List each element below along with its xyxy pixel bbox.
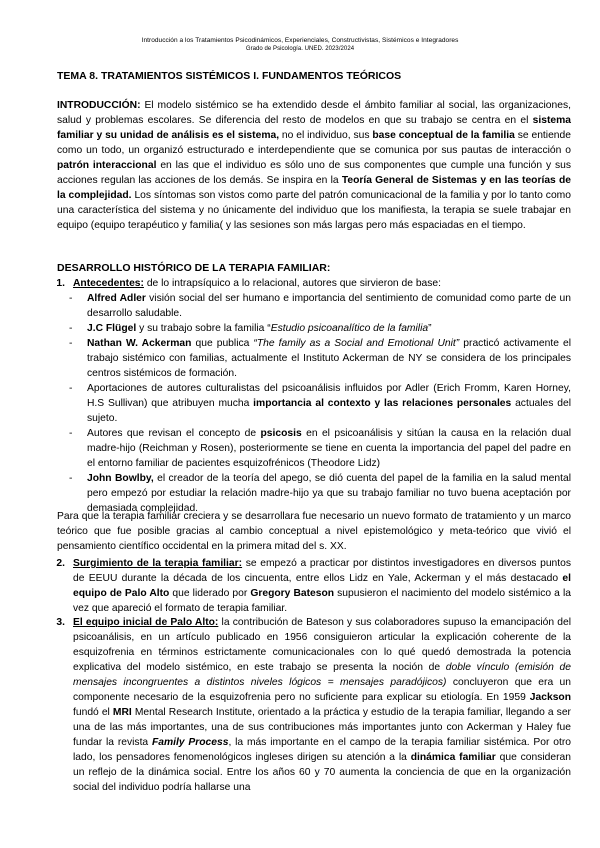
list-text: que liderado por xyxy=(169,588,251,599)
intro-paragraph xyxy=(57,98,571,233)
dash-icon: - xyxy=(69,338,73,349)
bullet-italic: Estudio psicoanalítico de la familia xyxy=(270,323,429,334)
bullet-bold: Nathan W. Ackerman xyxy=(87,338,192,349)
list-bold: dinámica familiar xyxy=(410,752,496,763)
bullet-text: visión social del ser humano e importancia del sentimiento de comunidad como parte de un desarrollo saludable. xyxy=(87,293,571,319)
list-text: se empezó a practicar por distintos investigadores en diversos puntos de EEUU durante la década de los cincuenta, entre ellos Lidz en Yale, Ackerman y el más destacado xyxy=(73,558,572,584)
list-text: supusieron el nacimiento del modelo sistémico a la vez que apareció el formato de terapia familiar. xyxy=(73,588,571,614)
bullet-text: en el psicoanálisis y sitúan la causa en la relación dual madre-hijo (Reichman y Rosen), posteriormente se tiene en cuenta la importancia del papel del padre en el entorno familiar de pacientes esquizofrénicos (Theodore Lidz) xyxy=(87,428,571,469)
bullet-item xyxy=(69,381,571,426)
list-text: que consideran un reflejo de la dinámica social. Entre los años 60 y 70 aumenta la conciencia de que en la organización social del individuo podría hallarse una xyxy=(73,752,571,793)
intro-text: en las que el individuo es sólo uno de sus componentes que cumple una función y sus acciones regulan las acciones de los demás. Se inspira en la xyxy=(57,160,571,186)
dash-icon: - xyxy=(69,383,73,394)
section-title: DESARROLLO HISTÓRICO DE LA TERAPIA FAMILIAR: xyxy=(57,262,331,274)
list-italic: doble vínculo (emisión de mensajes incongruentes a distintos niveles lógicos = mensajes paradójicos) xyxy=(73,662,571,688)
bullet-bold: psicosis xyxy=(260,428,302,439)
bullet-bold: importancia al contexto y las relaciones personales xyxy=(253,398,512,409)
list-text: , la más importante en el campo de la terapia familiar sistémica. Por otro lado, los pensadores fenomenológicos ingleses dirigen su atención a la xyxy=(73,737,571,763)
list-text: concluyeron que era un componente necesario de la esquizofrenia pero no suficiente para explicar su etiología. En 1959 xyxy=(73,677,571,703)
bullet-text: ” xyxy=(428,323,432,334)
dash-icon: - xyxy=(69,473,73,484)
bullet-bold: John Bowlby, xyxy=(87,473,154,484)
list-number: 2. xyxy=(56,558,65,569)
intro-bold: Teoría General de Sistemas y en las teorías de la complejidad. xyxy=(57,175,571,201)
list-bold: Gregory Bateson xyxy=(250,588,335,599)
intro-text: se entiende como un todo, un organizó estructurado e interdependiente que se comunica por sus pautas de interacción o xyxy=(57,130,571,156)
bullet-item xyxy=(69,291,571,321)
intro-bold: patrón interaccional xyxy=(57,160,157,171)
page-title: TEMA 8. TRATAMIENTOS SISTÉMICOS I. FUNDAMENTOS TEÓRICOS xyxy=(57,70,402,82)
bullet-italic: “The family as a Social and Emotional Unit” xyxy=(253,338,460,349)
intro-bold: sistema familiar y su unidad de análisis es el sistema, xyxy=(57,115,571,141)
bullet-text: y su trabajo sobre la familia “ xyxy=(136,323,271,334)
bullet-bold: J.C Flügel xyxy=(87,323,137,334)
page-header-course: Introducción a los Tratamientos Psicodinámicos, Experienciales, Constructivistas, Sistémicos e Integradores xyxy=(141,37,459,44)
dash-icon: - xyxy=(69,428,73,439)
intro-label: INTRODUCCIÓN: xyxy=(57,100,141,111)
bullet-item xyxy=(69,336,571,381)
list-text: fundó el xyxy=(73,707,113,718)
list-bold-italic: Family Process xyxy=(151,737,229,748)
list-bold: MRI xyxy=(112,707,132,718)
list-text: de lo intrapsíquico a lo relacional, autores que sirvieron de base: xyxy=(143,278,442,289)
bullet-item xyxy=(69,321,571,336)
bridge-paragraph: Para que la terapia familiar creciera y se desarrollara fue necesario un nuevo formato de tratamiento y un marco teórico que fue posible gracias al cambio conceptual a nivel epistemológico y meta-teórico que vivió el pensamiento científico occidental en la primera mitad del s. XX. xyxy=(57,511,571,552)
bullet-text: Aportaciones de autores culturalistas del psicoanálisis influidos por Adler (Erich Fromm, Karen Horney, H.S Sullivan) que atribuyen mucha xyxy=(87,383,571,409)
list-bold: el equipo de Palo Alto xyxy=(73,573,571,599)
list-label: Surgimiento de la terapia familiar: xyxy=(73,558,243,569)
bullet-text: el creador de la teoría del apego, se dió cuenta del papel de la familia en la salud mental pero empezó por estudiar la relación madre-hijo ya que su trabajo familiar no tuvo buena aceptación por demasiada complejidad. xyxy=(87,473,571,514)
list-number: 3. xyxy=(56,617,65,628)
page-header-degree: Grado de Psicología. UNED. 2023/2024 xyxy=(245,46,355,52)
bullet-text: Autores que revisan el concepto de xyxy=(87,428,261,439)
bullet-item xyxy=(69,426,571,471)
dash-icon: - xyxy=(69,323,73,334)
list-label: El equipo inicial de Palo Alto: xyxy=(73,617,219,628)
intro-text: no el individuo, sus xyxy=(279,130,373,141)
dash-icon: - xyxy=(69,293,73,304)
list-label: Antecedentes: xyxy=(73,278,144,289)
list-text: la contribución de Bateson y sus colaboradores supuso la emancipación del psicoanálisis, en un artículo publicado en 1956 consiguieron articular la explicación coherente de la esquizofrenia en términos estrictamente comunicacionales con lo qué quedó demostrada la potencia explicativa del modelo sistémico, en este trabajo se presenta la noción de xyxy=(73,617,571,673)
antecedentes-bullets xyxy=(69,291,571,516)
list-bold: Jackson xyxy=(529,692,571,703)
intro-bold: base conceptual de la familia xyxy=(372,130,515,141)
intro-text: Los síntomas son vistos como parte del patrón comunicacional de la familia y por lo tanto como una característica del sistema y no únicamente del individuo que los manifiesta, la terapia se suele trabajar en equipo (equipo terapéutico y familia( y las sesiones son más largas pero más espaciadas en el tiempo. xyxy=(57,190,571,231)
intro-text: El modelo sistémico se ha extendido desde el ámbito familiar al social, las organizaciones, salud y problemas escolares. Se diferencia del resto de modelos en que su trabajo se centra en el xyxy=(57,100,571,126)
bullet-text: que publica xyxy=(191,338,254,349)
bullet-bold: Alfred Adler xyxy=(87,293,146,304)
bullet-text: practicó activamente el trabajo sistémico con familias, actualmente el Instituto Ackerman de NY se considera de los principales centros sistémicos de formación. xyxy=(87,338,571,379)
list-number: 1. xyxy=(56,278,65,289)
list-text: Mental Research Institute, orientado a la práctica y estudio de la terapia familiar, llegando a ser una de las más importantes, una de sus contribuciones más importantes junto con Ackerman y Haley fue fundar la revista xyxy=(73,707,571,748)
bullet-text: actuales del sujeto. xyxy=(87,398,571,424)
